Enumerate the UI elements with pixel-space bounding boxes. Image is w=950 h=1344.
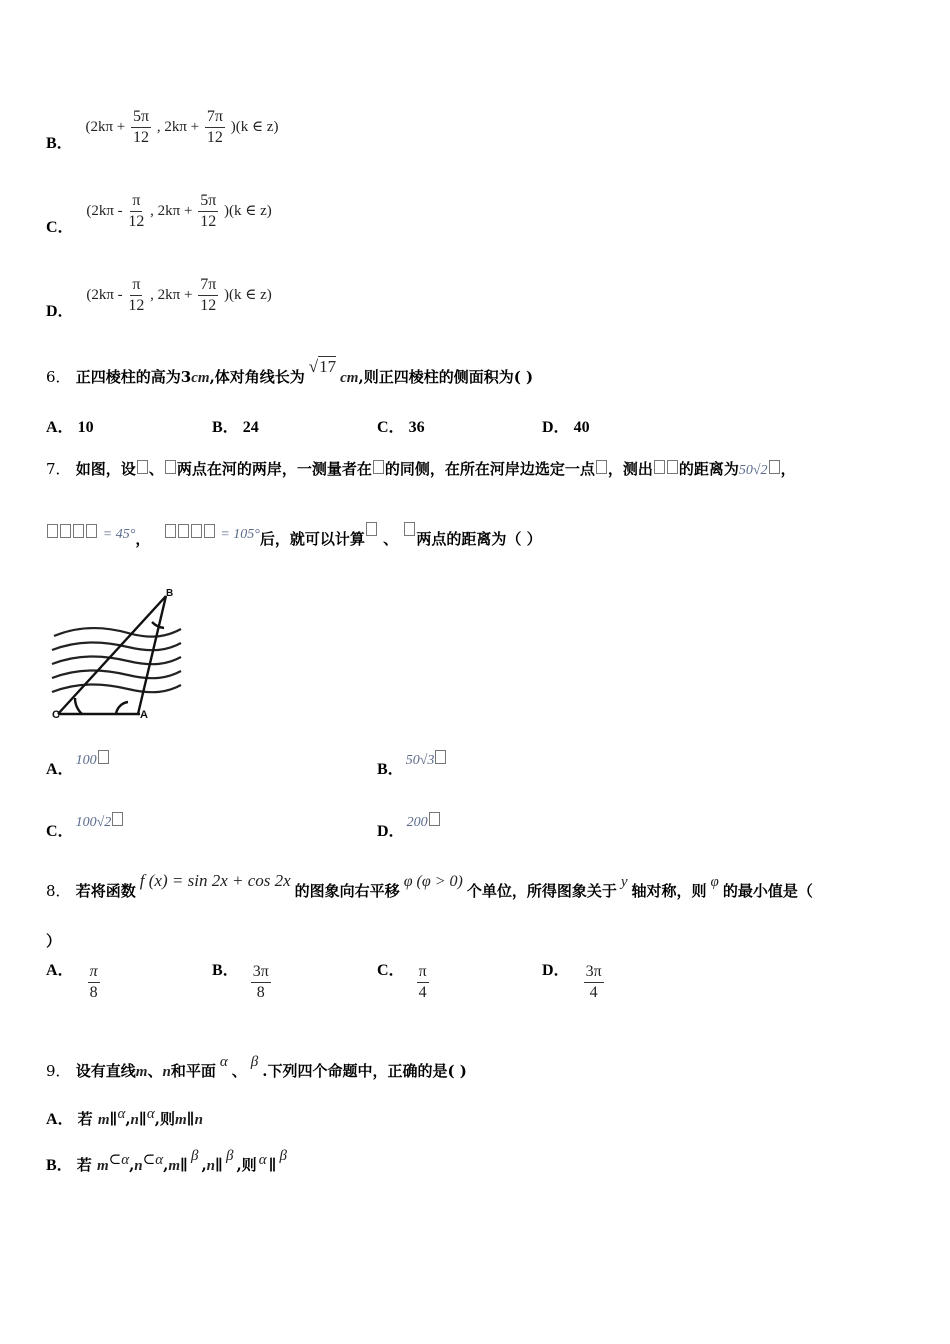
math-expression xyxy=(86,192,272,230)
q6-unit: cm xyxy=(191,370,210,386)
option-label: C． xyxy=(46,218,74,236)
angle-cab: = 45° xyxy=(46,524,135,542)
missing-glyph xyxy=(769,460,780,474)
point-c-label: C xyxy=(52,709,60,721)
question-number: 6． xyxy=(46,368,71,386)
q7-option-a[interactable]: A．100 xyxy=(46,752,110,775)
q8-stem-cont: ） xyxy=(46,932,62,950)
point-b-label: B xyxy=(166,588,174,599)
option-label: D． xyxy=(46,302,74,320)
missing-glyph xyxy=(165,460,176,474)
q7-stem-line2: = 45°， = 105°后，就可以计算 、 两点的距离为（ ） xyxy=(46,528,542,549)
q5-option-b xyxy=(46,104,279,152)
fraction: $\frac{\pi}{12}$ xyxy=(128,192,145,230)
q7-stem-line1: 7． 如图，设 、 两点在河的两岸，一测量者在 的同侧，在所在河岸边选定一点 ，测出 的距离为50√2 ， xyxy=(46,460,796,478)
shift-expr: φ (φ > 0) xyxy=(403,873,463,890)
math-expression xyxy=(86,276,272,314)
expr-mid: , 2kπ + xyxy=(150,286,193,303)
expr-mid: , 2kπ + xyxy=(156,118,200,135)
math-expression xyxy=(85,108,279,146)
question-number: 9． xyxy=(46,1062,71,1080)
q8-option-c[interactable]: C． $\frac{\pi}{4}$ xyxy=(377,961,427,1001)
question-number: 8． xyxy=(46,882,71,900)
missing-glyph xyxy=(667,460,678,474)
expr-left: (2kπ - xyxy=(86,202,123,219)
q7-option-c[interactable]: C．100√2 xyxy=(46,814,124,837)
missing-glyph xyxy=(373,460,384,474)
expr-right: )(k ∈ z) xyxy=(224,286,272,303)
q5-option-d xyxy=(46,272,272,320)
q6-unit: cm xyxy=(340,370,359,386)
q6-text: ,则正四棱柱的侧面积为( ) xyxy=(358,368,534,386)
beta-symbol: β xyxy=(250,1054,259,1070)
fraction: $\frac{5\pi}{12}$ xyxy=(200,192,217,230)
river-figure xyxy=(48,586,188,724)
expr-left: (2kπ + xyxy=(85,118,126,135)
expr-right: )(k ∈ z) xyxy=(224,202,272,219)
q6-stem xyxy=(46,357,534,387)
y-axis: y xyxy=(620,874,628,890)
q7-option-d[interactable]: D．200 xyxy=(377,814,441,837)
sqrt-17: √17 xyxy=(308,357,337,376)
distance-value: 50√2 xyxy=(738,463,768,478)
question-number: 7． xyxy=(46,460,71,478)
q8-option-b[interactable]: B． $\frac{3\pi}{8}$ xyxy=(212,961,269,1001)
fraction: $\frac{\pi}{12}$ xyxy=(128,276,145,314)
q7-option-b[interactable]: B．50√3 xyxy=(377,752,447,775)
missing-glyph xyxy=(596,460,607,474)
missing-glyph xyxy=(366,522,377,536)
option-label: B． xyxy=(46,134,73,152)
q6-option-b[interactable]: B． 24 xyxy=(212,419,259,436)
q8-stem: 8． 若将函数f (x) = sin 2x + cos 2x的图象向右平移φ (φ > 0)个单位，所得图象关于 y 轴对称，则 φ 的最小值是（ xyxy=(46,871,813,900)
q8-option-d[interactable]: D． $\frac{3\pi}{4}$ xyxy=(542,961,602,1001)
missing-glyph xyxy=(404,522,415,536)
fraction: $\frac{7\pi}{12}$ xyxy=(206,108,223,146)
q9-stem: 9． 设有直线m、n和平面 α 、 β .下列四个命题中，正确的是( ) xyxy=(46,1054,467,1080)
fraction: $\frac{5\pi}{12}$ xyxy=(133,108,150,146)
point-a-label: A xyxy=(140,709,148,721)
expr-left: (2kπ - xyxy=(86,286,123,303)
q9-option-a[interactable]: A． 若 m∥α,n∥α,则m∥n xyxy=(46,1106,203,1128)
fraction: $\frac{7\pi}{12}$ xyxy=(200,276,217,314)
q6-option-c[interactable]: C． 36 xyxy=(377,419,425,436)
angle-cab2: = 105° xyxy=(164,524,260,542)
alpha-symbol: α xyxy=(219,1054,228,1070)
q6-option-d[interactable]: D． 40 xyxy=(542,419,590,436)
q6-height: 3 xyxy=(180,368,192,386)
phi-symbol: φ xyxy=(710,874,719,890)
expr-right: )(k ∈ z) xyxy=(230,118,279,135)
expr-mid: , 2kπ + xyxy=(150,202,193,219)
function-expr: f (x) = sin 2x + cos 2x xyxy=(139,871,291,890)
missing-glyph xyxy=(654,460,665,474)
q6-text: ,体对角线长为 xyxy=(209,368,305,386)
q6-option-a[interactable]: A． 10 xyxy=(46,419,94,436)
q5-option-c xyxy=(46,188,272,236)
missing-glyph xyxy=(137,460,148,474)
q8-option-a[interactable]: A． $\frac{\pi}{8}$ xyxy=(46,961,98,1001)
q6-text: 正四棱柱的高为 xyxy=(75,368,181,386)
q9-option-b[interactable]: B． 若 m⊂α,n⊂α,m∥ β ,n∥ β ,则 α ∥ β xyxy=(46,1148,287,1174)
